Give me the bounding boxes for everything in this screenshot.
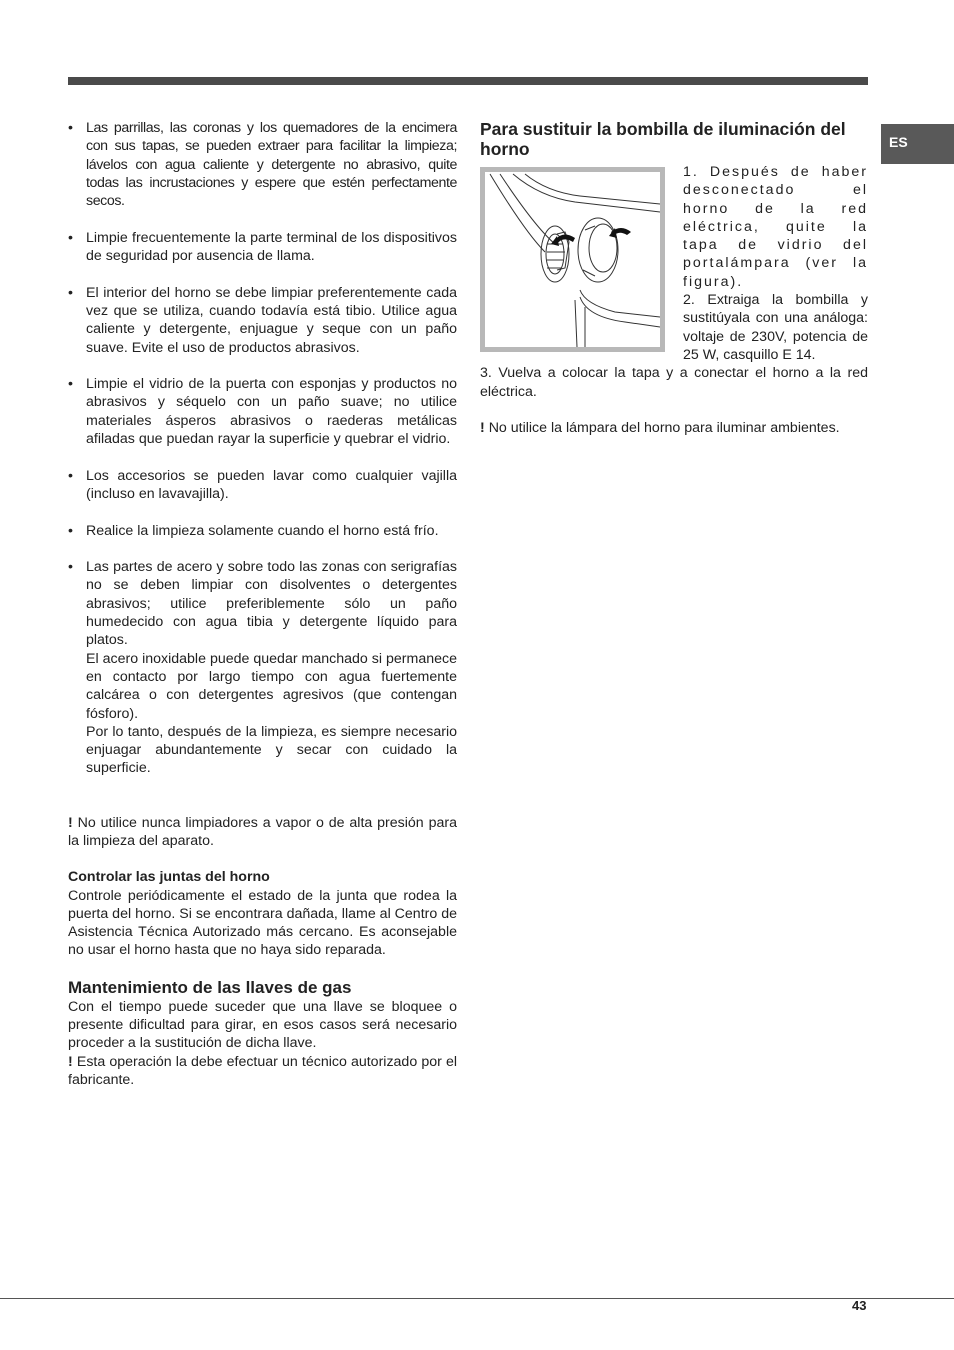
list-item: • Limpie el vidrio de la puerta con esponjas y productos no abrasivos y séquelo con un paño suave; no utilice materiales ásperos abrasivos o raederas metálicas afiladas que puedan rayar la superficie y quebrar el vidrio. — [68, 375, 457, 448]
right-column — [480, 119, 868, 451]
list-item: • Las parrillas, las coronas y los quemadores de la encimera con sus tapas, se pueden extraer para facilitar la limpieza; lávelos con agua caliente y detergente no abrasivo, quite todas las incrustaciones y espere que estén perfectamente secos. — [68, 119, 457, 210]
bulb-title: Para sustituir la bombilla de iluminación del horno — [480, 119, 846, 159]
gas-warning — [68, 1053, 457, 1090]
footer-rule — [0, 1298, 954, 1299]
header-bar — [68, 77, 868, 85]
gas-title: Mantenimiento de las llaves de gas — [68, 977, 352, 997]
steam-warning — [68, 814, 457, 851]
step-2: 2. Extraiga la bombilla y sustitúyala con una análoga: voltaje de 230V, potencia de 25 W, casquillo E 14. — [683, 292, 868, 363]
warning-mark: ! — [480, 419, 485, 436]
left-column — [68, 119, 457, 1089]
lamp-figure — [480, 167, 665, 352]
language-tab: ES — [881, 124, 954, 164]
steam-warning-text: No utilice nunca limpiadores a vapor o de alta presión para la limpieza del aparato. — [68, 814, 457, 849]
gas-warning-text: Esta operación la debe efectuar un técnico autorizado por el fabricante. — [68, 1053, 457, 1088]
steel-paragraph-2: El acero inoxidable puede quedar manchado si permanece en contacto por largo tiempo con agua fuertemente calcárea o con detergentes agresivos (que contengan fósforo). — [86, 650, 457, 722]
list-item: • Los accesorios se pueden lavar como cualquier vajilla (incluso en lavavajilla). — [68, 467, 457, 504]
page-number: 43 — [852, 1298, 867, 1313]
list-item: • Limpie frecuentemente la parte terminal de los dispositivos de seguridad por ausencia de llama. — [68, 229, 457, 266]
list-item: • Realice la limpieza solamente cuando el horno está frío. — [68, 522, 457, 540]
seals-title: Controlar las juntas del horno — [68, 869, 270, 886]
warning-mark: ! — [68, 1053, 73, 1070]
warning-mark: ! — [68, 814, 73, 831]
seals-text: Controle periódicamente el estado de la junta que rodea la puerta del horno. Si se encontrara dañada, llame al Centro de Asistencia Técnica Autorizado más cercano. Es aconsejable no usar el horno hasta que no haya sido reparada. — [68, 887, 457, 959]
list-item-steel — [68, 558, 457, 778]
cleaning-list — [68, 119, 457, 778]
lamp-holder-illustration — [485, 172, 660, 347]
steel-paragraph-1: • Las partes de acero y sobre todo las zonas con serigrafías no se deben limpiar con disolventes o detergentes abrasivos; utilice preferiblemente sólo un paño humedecido con agua tibia y detergente líquido para platos. — [86, 559, 457, 649]
list-item: • El interior del horno se debe limpiar preferentemente cada vez que se utiliza, cuando todavía está tibio. Utilice agua caliente y detergente, enjuague y seque con un paño suave. Evite el uso de productos abrasivos. — [68, 284, 457, 357]
lamp-warning — [480, 419, 868, 437]
lamp-warning-text: No utilice la lámpara del horno para iluminar ambientes. — [488, 419, 840, 436]
step-3: 3. Vuelva a colocar la tapa y a conectar el horno a la red eléctrica. — [480, 365, 868, 400]
gas-text: Con el tiempo puede suceder que una llave se bloquee o presente dificultad para girar, en esos casos será necesario proceder a la sustitución de dicha llave. — [68, 998, 457, 1052]
steel-paragraph-3: Por lo tanto, después de la limpieza, es siempre necesario enjuagar abundantemente y secar con cuidado la superficie. — [86, 723, 457, 777]
step-1: 1. Después de haber desconectado el horno de la red eléctrica, quite la tapa de vidrio del portalámpara (ver la figura). — [683, 164, 868, 290]
